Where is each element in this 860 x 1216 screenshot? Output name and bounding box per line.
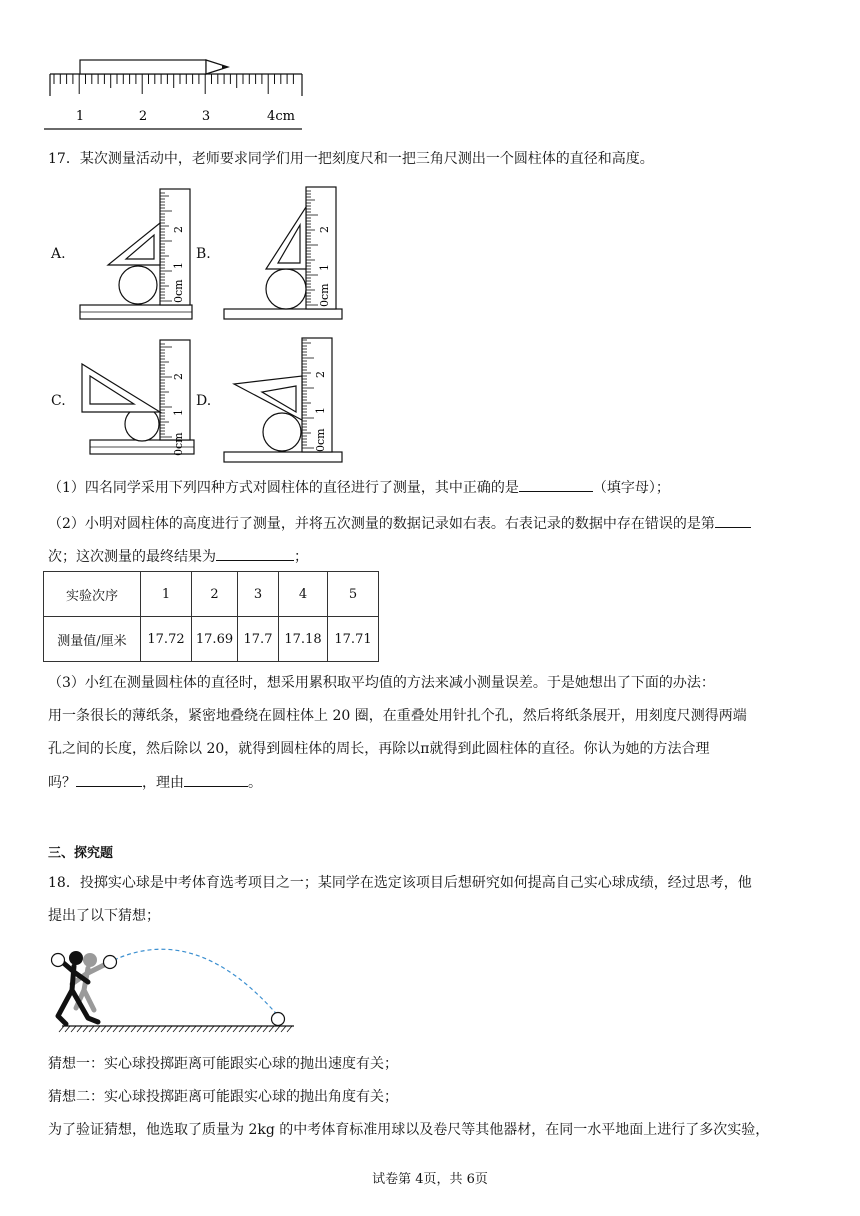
tick-mark (89, 1026, 94, 1032)
svg-text:2: 2 (314, 371, 327, 378)
svg-text:1: 1 (172, 409, 185, 416)
option-d-label: D. (196, 393, 212, 409)
tick-mark (239, 1026, 244, 1032)
q18-guess1: 猜想一：实心球投掷距离可能跟实心球的抛出速度有关； (48, 1056, 398, 1072)
ball-start (52, 954, 65, 967)
tick-mark (59, 1026, 64, 1032)
ruler-label-3: 3 (201, 109, 211, 124)
shot-put-figure (48, 938, 304, 1034)
tick-mark (125, 1026, 130, 1032)
tick-mark (221, 1026, 226, 1032)
svg-text:2: 2 (318, 226, 331, 233)
svg-text:2: 2 (172, 226, 185, 233)
q17-stem: 17．某次测量活动中，老师要求同学们用一把刻度尺和一把三角尺测出一个圆柱体的直径和高度。 (48, 151, 654, 167)
tick-mark (287, 1026, 292, 1032)
tick-mark (101, 1026, 106, 1032)
q17-part3-line3: 孔之间的长度，然后除以 20，就得到圆柱体的周长，再除以π就得到此圆柱体的直径。你认为她的方法合理 (48, 741, 710, 757)
q18-line2: 提出了以下猜想； (48, 908, 160, 924)
tick-mark (83, 1026, 88, 1032)
tick-mark (71, 1026, 76, 1032)
answer-blank-2[interactable] (715, 513, 751, 528)
q17-part2: （2）小明对圆柱体的高度进行了测量，并将五次测量的数据记录如右表。右表记录的数据中存在错误的是第 (48, 513, 751, 534)
table-cell: 17.69 (192, 617, 238, 662)
tick-mark (143, 1026, 148, 1032)
tick-mark (275, 1026, 280, 1032)
svg-text:1: 1 (314, 407, 327, 414)
tick-mark (107, 1026, 112, 1032)
ball-landed (272, 1013, 285, 1026)
answer-blank-3[interactable] (216, 546, 294, 561)
cylinder-circle (263, 413, 301, 451)
q17-part3-line2: 用一条很长的薄纸条，紧密地叠绕在圆柱体上 20 圈，在重叠处用针扎个孔，然后将纸条展开，用刻度尺测得两端 (48, 708, 747, 724)
triangle-square (82, 364, 160, 412)
cylinder-circle (119, 266, 157, 304)
svg-text:0cm: 0cm (314, 428, 327, 452)
ground-hatch (59, 1026, 292, 1032)
table-cell: 2 (192, 572, 238, 617)
svg-text:1: 1 (318, 264, 331, 271)
option-c-figure (76, 334, 198, 468)
table-cell: 4 (279, 572, 328, 617)
ruler-ticks (54, 74, 293, 94)
table-cell: 17.18 (279, 617, 328, 662)
table-cell: 17.72 (141, 617, 192, 662)
q18-line1: 18．投掷实心球是中考体育选考项目之一；某同学在选定该项目后想研究如何提高自己实心球成绩，经过思考，他 (48, 875, 752, 891)
q17-part1: （1）四名同学采用下列四种方式对圆柱体的直径进行了测量，其中正确的是 （填字母）； (48, 477, 670, 498)
ruler-zero-label: 0cm (172, 279, 185, 303)
tick-mark (197, 1026, 202, 1032)
triangle-square (234, 376, 302, 420)
svg-text:0cm: 0cm (318, 283, 331, 307)
tick-mark (203, 1026, 208, 1032)
tick-mark (77, 1026, 82, 1032)
tick-mark (227, 1026, 232, 1032)
option-b-label: B. (196, 246, 211, 262)
ruler-label-4cm: 4cm (267, 109, 295, 124)
tick-mark (263, 1026, 268, 1032)
svg-text:2: 2 (172, 373, 185, 380)
measurement-table (43, 571, 379, 662)
q18-guess2: 猜想二：实心球投掷距离可能跟实心球的抛出角度有关； (48, 1089, 398, 1105)
table-cell: 实验次序 (44, 572, 141, 617)
tick-mark (209, 1026, 214, 1032)
ruler-label-2: 2 (138, 109, 148, 124)
ball-release (104, 956, 117, 969)
trajectory-path (114, 949, 280, 1018)
tick-mark (215, 1026, 220, 1032)
table-cell: 17.7 (238, 617, 279, 662)
table-cell: 测量值/厘米 (44, 617, 141, 662)
option-a-label: A. (51, 246, 66, 262)
tick-mark (257, 1026, 262, 1032)
q18-line3: 为了验证猜想，他选取了质量为 2kg 的中考体育标准用球以及卷尺等其他器材，在同一水平地面上进行了多次实验， (48, 1122, 770, 1138)
option-b-figure (222, 183, 348, 325)
answer-blank-4[interactable] (76, 772, 142, 787)
base-board (224, 309, 342, 319)
pencil-ruler-figure (44, 56, 306, 132)
tick-mark (167, 1026, 172, 1032)
tick-mark (155, 1026, 160, 1032)
answer-blank-1[interactable] (519, 477, 593, 492)
tick-mark (95, 1026, 100, 1032)
option-d-figure (222, 334, 348, 468)
table-row (44, 617, 379, 662)
cylinder-circle (266, 269, 306, 309)
tick-mark (65, 1026, 70, 1032)
tick-mark (233, 1026, 238, 1032)
table-cell: 17.71 (328, 617, 379, 662)
tick-mark (137, 1026, 142, 1032)
tick-mark (173, 1026, 178, 1032)
tick-mark (119, 1026, 124, 1032)
answer-blank-5[interactable] (184, 772, 248, 787)
option-a-figure (76, 183, 198, 325)
tick-mark (185, 1026, 190, 1032)
ruler-label-1: 1 (75, 109, 85, 124)
base-board (224, 452, 342, 462)
table-cell: 1 (141, 572, 192, 617)
svg-text:1: 1 (172, 262, 185, 269)
q17-part3-line4: 吗？ ，理由 。 (48, 772, 262, 793)
q17-part2-cont: 次；这次测量的最终结果为 ； (48, 546, 308, 567)
tick-mark (131, 1026, 136, 1032)
thrower-head (69, 951, 83, 965)
tick-mark (113, 1026, 118, 1032)
q17-part3-line1: （3）小红在测量圆柱体的直径时，想采用累积取平均值的方法来减小测量误差。于是她想出了下面的办法： (48, 675, 715, 691)
table-row (44, 572, 379, 617)
thrower-head-motion (83, 953, 97, 967)
pencil-body (80, 60, 206, 74)
svg-text:0cm: 0cm (172, 432, 185, 456)
tick-mark (161, 1026, 166, 1032)
page-footer: 试卷第 4页，共 6页 (372, 1172, 488, 1187)
tick-mark (179, 1026, 184, 1032)
table-cell: 5 (328, 572, 379, 617)
tick-mark (245, 1026, 250, 1032)
table-cell: 3 (238, 572, 279, 617)
tick-mark (191, 1026, 196, 1032)
section-title: 三、探究题 (48, 846, 114, 861)
tick-mark (149, 1026, 154, 1032)
tick-mark (251, 1026, 256, 1032)
tick-mark (281, 1026, 286, 1032)
option-c-label: C. (51, 393, 66, 409)
tick-mark (269, 1026, 274, 1032)
